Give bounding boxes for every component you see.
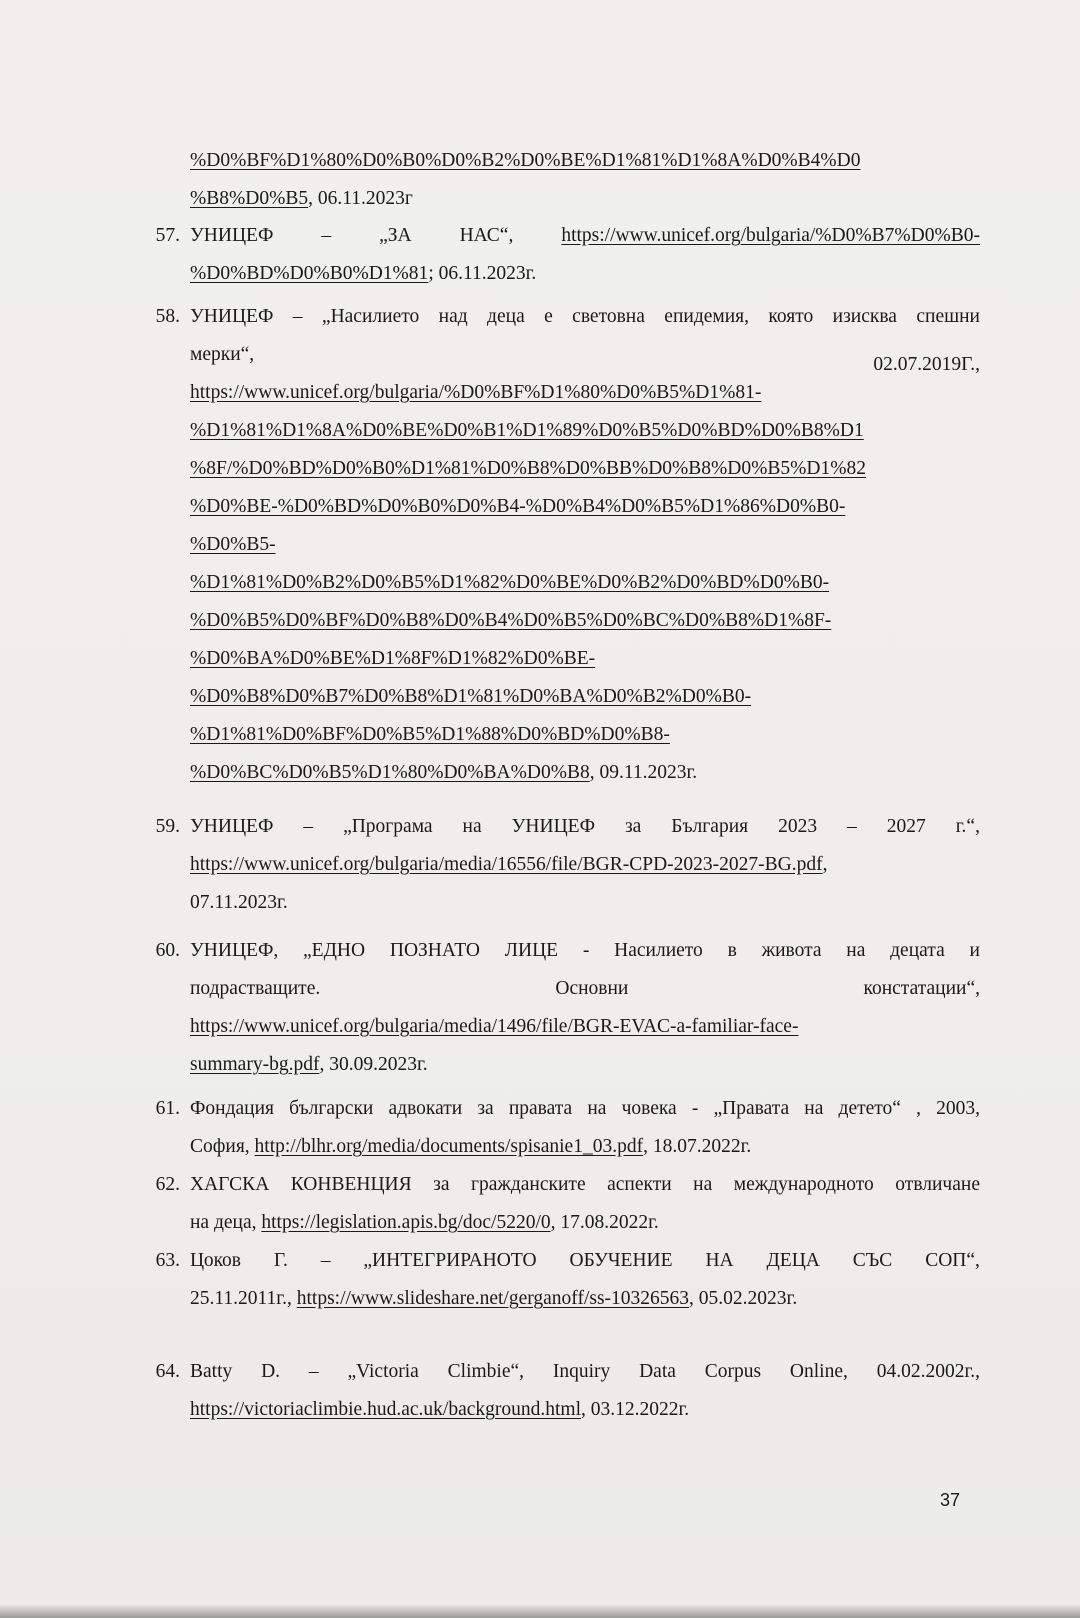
ref-58-link[interactable]: %D0%B5%D0%BF%D0%B8%D0%B4%D0%B5%D0%BC%D0%B8%D1%8F-: [190, 610, 832, 631]
ref-58-link[interactable]: %D1%81%D0%BF%D0%B5%D1%88%D0%BD%D0%B8-: [190, 724, 670, 745]
ref-57-number: 57.: [155, 225, 180, 246]
ref-59-number: 59.: [155, 816, 180, 837]
ref-58-link[interactable]: %D1%81%D0%B2%D0%B5%D1%82%D0%BE%D0%B2%D0%BD%D0%B0-: [190, 572, 830, 593]
ref-62-prefix: на деца,: [190, 1212, 262, 1233]
ref-59-line-2: [190, 846, 827, 884]
ref-56-line-1: [190, 142, 861, 180]
ref-58-link[interactable]: https://www.unicef.org/bulgaria/%D0%BF%D1%80%D0%B5%D1%81-: [190, 382, 762, 403]
ref-58-date-published: 02.07.2019Г.,: [873, 354, 980, 375]
ref-61-place: София,: [190, 1136, 255, 1157]
ref-64-word: D.: [261, 1361, 281, 1382]
ref-64-word: Corpus: [704, 1361, 762, 1382]
ref-64-line-2: [190, 1391, 689, 1429]
ref-59-word: –: [847, 816, 857, 837]
ref-60-line-2: [190, 970, 980, 1008]
ref-60-word: Насилието: [614, 940, 703, 961]
ref-64-word: Online,: [789, 1361, 848, 1382]
ref-60-word: констатации“,: [863, 978, 980, 999]
ref-63-word: –: [320, 1250, 331, 1271]
ref-58-url-line: [190, 678, 751, 716]
ref-59-word: на: [462, 816, 482, 837]
ref-58-word: мерки“,: [190, 344, 255, 365]
ref-64-word: Inquiry: [552, 1361, 611, 1382]
ref-63-word: СОП“,: [925, 1250, 980, 1271]
ref-59-word: „Програма: [343, 816, 433, 837]
ref-58-date: , 09.11.2023г.: [589, 762, 698, 783]
ref-59-word: 2027: [886, 816, 926, 837]
ref-57-line-1: [190, 217, 980, 255]
ref-58-link[interactable]: %D0%B5-: [190, 534, 276, 555]
ref-59-word: 2023: [778, 816, 818, 837]
ref-59-word: УНИЦЕФ: [511, 816, 595, 837]
ref-64-line-1: [190, 1353, 980, 1391]
ref-61-number: 61.: [155, 1098, 180, 1119]
ref-60-line-4: [190, 1046, 428, 1084]
ref-64-word: 04.02.2002г.,: [876, 1361, 980, 1382]
ref-58-url-line: [190, 526, 276, 564]
ref-58-url-line: [190, 488, 845, 526]
ref-62-number: 62.: [155, 1174, 180, 1195]
ref-60-word: ПОЗНАТО: [389, 940, 480, 961]
ref-58-url-line: [190, 412, 864, 450]
ref-62-line-1: ХАГСКА КОНВЕНЦИЯ за гражданските аспекти на международното отвличане: [190, 1174, 980, 1195]
ref-59-word: България: [671, 816, 749, 837]
ref-64-number: 64.: [155, 1361, 180, 1382]
ref-59-word: г.“,: [955, 816, 980, 837]
ref-60-word: ЛИЦЕ: [504, 940, 559, 961]
ref-60-word: и: [969, 940, 980, 961]
ref-58-link[interactable]: %D0%BE-%D0%BD%D0%B0%D0%B4-%D0%B4%D0%B5%D1%86%D0%B0-: [190, 496, 846, 517]
ref-56-link-cont[interactable]: %B8%D0%B5: [190, 188, 309, 209]
ref-58-url-line: [190, 640, 595, 678]
ref-58-url-line: [190, 602, 831, 640]
ref-64-word: Batty: [190, 1361, 233, 1382]
ref-64-word: „Victoria: [347, 1361, 419, 1382]
ref-61-date: , 18.07.2022г.: [643, 1136, 752, 1157]
ref-64-date: , 03.12.2022г.: [581, 1399, 690, 1420]
ref-57-link-cont[interactable]: %D0%BD%D0%B0%D1%81: [190, 263, 429, 284]
ref-59-date: 07.11.2023г.: [190, 892, 288, 913]
ref-63-date-published: 25.11.2011г.,: [190, 1288, 297, 1309]
ref-58-url-line: [190, 450, 866, 488]
ref-60-line-3: [190, 1008, 798, 1046]
ref-61-link[interactable]: http://blhr.org/media/documents/spisanie1_03.pdf: [254, 1136, 644, 1157]
ref-63-line-1: [190, 1242, 980, 1280]
ref-60-word: подрастващите.: [190, 978, 321, 999]
ref-58-link[interactable]: %D0%BA%D0%BE%D1%8F%D1%82%D0%BE-: [190, 648, 596, 669]
ref-58-url-line: [190, 754, 697, 792]
ref-59-word: –: [303, 816, 314, 837]
ref-58-url-line: [190, 374, 761, 412]
ref-63-word: СЪС: [852, 1250, 893, 1271]
ref-57-date: ; 06.11.2023г.: [428, 263, 537, 284]
ref-58-title: УНИЦЕФ – „Насилието над деца е световна епидемия, която изисква спешни: [190, 306, 980, 327]
ref-60-word: Основни: [555, 978, 629, 999]
ref-57-word: НАС“,: [459, 225, 514, 246]
ref-56-date: , 06.11.2023г: [308, 188, 413, 209]
ref-60-link[interactable]: https://www.unicef.org/bulgaria/media/1496/file/BGR-EVAC-a-familiar-face-: [190, 1016, 799, 1037]
ref-60-word: децата: [890, 940, 945, 961]
ref-60-word: на: [846, 940, 866, 961]
ref-64-word: –: [308, 1361, 319, 1382]
ref-60-link-cont[interactable]: summary-bg.pdf: [190, 1054, 320, 1075]
ref-63-word: „ИНТЕГРИРАНОТО: [363, 1250, 537, 1271]
ref-56-line-2: [190, 180, 413, 218]
ref-63-word: НА: [705, 1250, 734, 1271]
ref-58-link[interactable]: %8F/%D0%BD%D0%B0%D1%81%D0%B8%D0%BB%D0%B8%D0%B5%D1%82: [190, 458, 866, 479]
ref-59-link[interactable]: https://www.unicef.org/bulgaria/media/16556/file/BGR-CPD-2023-2027-BG.pdf: [190, 854, 823, 875]
scan-edge-shadow: [0, 1604, 1080, 1618]
ref-60-line-1: [190, 932, 980, 970]
ref-58-link[interactable]: %D0%B8%D0%B7%D0%B8%D1%81%D0%BA%D0%B2%D0%B0-: [190, 686, 752, 707]
ref-58-link[interactable]: %D0%BC%D0%B5%D1%80%D0%BA%D0%B8: [190, 762, 590, 783]
ref-57-word: –: [321, 225, 332, 246]
ref-63-line-2: [190, 1280, 797, 1318]
ref-58-link[interactable]: %D1%81%D1%8A%D0%BE%D0%B1%D1%89%D0%B5%D0%BD%D0%B8%D1: [190, 420, 864, 441]
ref-63-word: ОБУЧЕНИЕ: [569, 1250, 673, 1271]
ref-60-date: , 30.09.2023г.: [319, 1054, 428, 1075]
ref-63-word: ДЕЦА: [766, 1250, 820, 1271]
ref-57-word: „ЗА: [379, 225, 412, 246]
ref-63-number: 63.: [155, 1250, 180, 1271]
ref-58-url-line: [190, 564, 829, 602]
ref-60-word: УНИЦЕФ,: [190, 940, 279, 961]
ref-58-number: 58.: [155, 306, 180, 327]
ref-60-word: „ЕДНО: [303, 940, 366, 961]
ref-62-date: , 17.08.2022г.: [550, 1212, 659, 1233]
ref-56-link[interactable]: %D0%BF%D1%80%D0%B0%D0%B2%D0%BE%D1%81%D1%8A%D0%B4%D0: [190, 150, 861, 171]
ref-63-word: Г.: [273, 1250, 288, 1271]
ref-59-comma: ,: [822, 854, 828, 875]
page-number: 37: [940, 1490, 961, 1510]
ref-61-line-2: [190, 1128, 751, 1166]
ref-60-word: живота: [761, 940, 822, 961]
ref-57-link[interactable]: https://www.unicef.org/bulgaria/%D0%B7%D0%B0-: [561, 225, 980, 246]
ref-63-link[interactable]: https://www.slideshare.net/gerganoff/ss-10326563: [296, 1288, 690, 1309]
ref-63-word: Цоков: [190, 1250, 242, 1271]
ref-59-line-1: [190, 808, 980, 846]
ref-62-link[interactable]: https://legislation.apis.bg/doc/5220/0: [261, 1212, 551, 1233]
ref-59-word: за: [624, 816, 642, 837]
ref-64-link[interactable]: https://victoriaclimbie.hud.ac.uk/background.html: [190, 1399, 581, 1420]
ref-61-line-1: Фондация български адвокати за правата на човека - „Правата на детето“ , 2003,: [190, 1098, 980, 1119]
ref-64-word: Climbie“,: [447, 1361, 525, 1382]
ref-57-word: УНИЦЕФ: [190, 225, 274, 246]
ref-60-number: 60.: [155, 940, 180, 961]
ref-58-url-line: [190, 716, 670, 754]
ref-57-line-2: [190, 255, 536, 293]
ref-60-word: -: [582, 940, 590, 961]
ref-60-word: в: [727, 940, 737, 961]
ref-64-word: Data: [639, 1361, 676, 1382]
ref-59-word: УНИЦЕФ: [190, 816, 274, 837]
ref-63-date: , 05.02.2023г.: [689, 1288, 798, 1309]
ref-62-line-2: [190, 1204, 659, 1242]
